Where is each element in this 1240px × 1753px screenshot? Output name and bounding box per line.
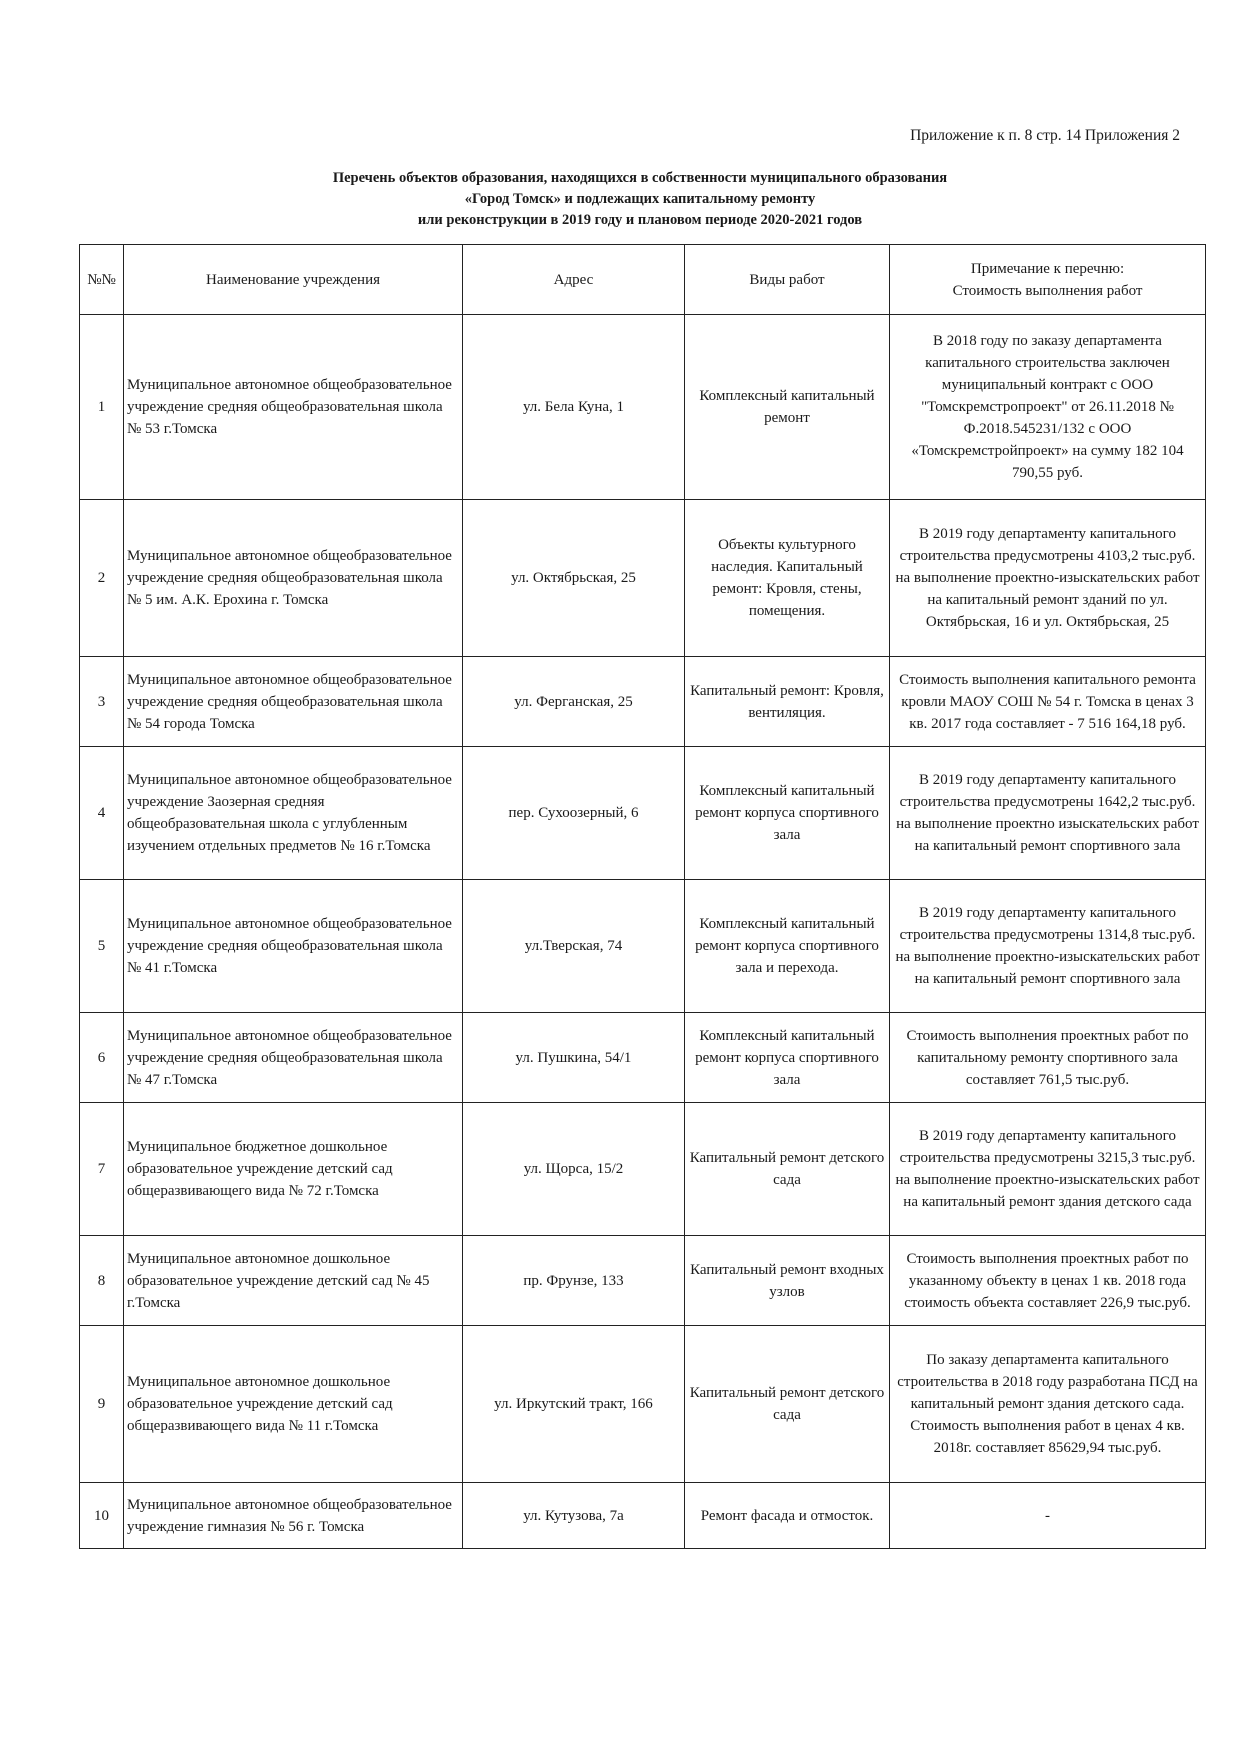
row-address: ул. Ферганская, 25 xyxy=(463,657,685,747)
row-num: 4 xyxy=(80,747,124,880)
document-title xyxy=(80,168,1200,231)
table-header-row xyxy=(80,245,1206,315)
row-address: ул.Тверская, 74 xyxy=(463,880,685,1013)
row-name: Муниципальное автономное общеобразовательное учреждение Заозерная средняя общеобразовательная школа с углубленным изучением отдельных предметов № 16 г.Томска xyxy=(124,747,463,880)
objects-table xyxy=(79,244,1206,1549)
table-row xyxy=(80,657,1206,747)
header-note-line-1: Примечание к перечню: xyxy=(970,260,1125,277)
header-address: Адрес xyxy=(463,245,685,315)
appendix-note: Приложение к п. 8 стр. 14 Приложения 2 xyxy=(910,127,1180,144)
row-note: - xyxy=(890,1483,1206,1549)
row-num: 5 xyxy=(80,880,124,1013)
row-work: Капитальный ремонт детского сада xyxy=(685,1103,890,1236)
row-work: Комплексный капитальный ремонт xyxy=(685,315,890,500)
row-name: Муниципальное автономное общеобразовательное учреждение средняя общеобразовательная школа № 41 г.Томска xyxy=(124,880,463,1013)
row-work: Ремонт фасада и отмосток. xyxy=(685,1483,890,1549)
table-row xyxy=(80,1236,1206,1326)
row-work: Капитальный ремонт детского сада xyxy=(685,1326,890,1483)
row-name: Муниципальное автономное общеобразовательное учреждение средняя общеобразовательная школа № 54 города Томска xyxy=(124,657,463,747)
row-address: ул. Щорса, 15/2 xyxy=(463,1103,685,1236)
row-note: Стоимость выполнения проектных работ по капитальному ремонту спортивного зала составляет 761,5 тыс.руб. xyxy=(890,1013,1206,1103)
row-note: По заказу департамента капитального строительства в 2018 году разработана ПСД на капитальный ремонт здания детского сада. Стоимость выполнения работ в ценах 4 кв. 2018г. составляет 85629,94 тыс.руб. xyxy=(890,1326,1206,1483)
header-name: Наименование учреждения xyxy=(124,245,463,315)
row-work: Капитальный ремонт входных узлов xyxy=(685,1236,890,1326)
row-work: Комплексный капитальный ремонт корпуса спортивного зала xyxy=(685,747,890,880)
row-name: Муниципальное автономное дошкольное образовательное учреждение детский сад № 45 г.Томска xyxy=(124,1236,463,1326)
row-name: Муниципальное бюджетное дошкольное образовательное учреждение детский сад общеразвивающего вида № 72 г.Томска xyxy=(124,1103,463,1236)
row-name: Муниципальное автономное общеобразовательное учреждение средняя общеобразовательная школа № 47 г.Томска xyxy=(124,1013,463,1103)
title-line-1: Перечень объектов образования, находящихся в собственности муниципального образования xyxy=(332,170,948,186)
row-address: ул. Иркутский тракт, 166 xyxy=(463,1326,685,1483)
header-num: №№ xyxy=(80,245,124,315)
row-work: Объекты культурного наследия. Капитальный ремонт: Кровля, стены, помещения. xyxy=(685,500,890,657)
row-address: ул. Кутузова, 7а xyxy=(463,1483,685,1549)
row-work: Комплексный капитальный ремонт корпуса спортивного зала xyxy=(685,1013,890,1103)
row-num: 10 xyxy=(80,1483,124,1549)
row-work: Комплексный капитальный ремонт корпуса спортивного зала и перехода. xyxy=(685,880,890,1013)
row-note: Стоимость выполнения капитального ремонта кровли МАОУ СОШ № 54 г. Томска в ценах 3 кв. 2017 года составляет - 7 516 164,18 руб. xyxy=(890,657,1206,747)
title-line-2: «Город Томск» и подлежащих капитальному ремонту xyxy=(464,191,816,207)
row-num: 1 xyxy=(80,315,124,500)
table-row xyxy=(80,315,1206,500)
row-address: пер. Сухоозерный, 6 xyxy=(463,747,685,880)
row-note: В 2019 году департаменту капитального строительства предусмотрены 1314,8 тыс.руб. на выполнение проектно-изыскательских работ на капитальный ремонт спортивного зала xyxy=(890,880,1206,1013)
row-name: Муниципальное автономное дошкольное образовательное учреждение детский сад общеразвивающего вида № 11 г.Томска xyxy=(124,1326,463,1483)
table-row xyxy=(80,1103,1206,1236)
row-note: В 2019 году департаменту капитального строительства предусмотрены 4103,2 тыс.руб. на выполнение проектно-изыскательских работ на капитальный ремонт зданий по ул. Октябрьская, 16 и ул. Октябрьская, 25 xyxy=(890,500,1206,657)
row-address: ул. Пушкина, 54/1 xyxy=(463,1013,685,1103)
row-address: пр. Фрунзе, 133 xyxy=(463,1236,685,1326)
row-num: 7 xyxy=(80,1103,124,1236)
table-row xyxy=(80,500,1206,657)
row-note: В 2018 году по заказу департамента капитального строительства заключен муниципальный контракт с ООО "Томскремстропроект" от 26.11.2018 № Ф.2018.545231/132 с ООО «Томскремстройпроект» на сумму 182 104 790,55 руб. xyxy=(890,315,1206,500)
row-num: 6 xyxy=(80,1013,124,1103)
table-row xyxy=(80,880,1206,1013)
table-row xyxy=(80,1483,1206,1549)
row-note: В 2019 году департаменту капитального строительства предусмотрены 3215,3 тыс.руб. на выполнение проектно-изыскательских работ на капитальный ремонт здания детского сада xyxy=(890,1103,1206,1236)
row-name: Муниципальное автономное общеобразовательное учреждение средняя общеобразовательная школа № 53 г.Томска xyxy=(124,315,463,500)
row-address: ул. Бела Куна, 1 xyxy=(463,315,685,500)
row-num: 3 xyxy=(80,657,124,747)
row-num: 8 xyxy=(80,1236,124,1326)
row-num: 9 xyxy=(80,1326,124,1483)
row-num: 2 xyxy=(80,500,124,657)
header-note-line-2: Стоимость выполнения работ xyxy=(952,282,1143,299)
table-row xyxy=(80,1013,1206,1103)
row-address: ул. Октябрьская, 25 xyxy=(463,500,685,657)
header-work: Виды работ xyxy=(685,245,890,315)
row-name: Муниципальное автономное общеобразовательное учреждение средняя общеобразовательная школа № 5 им. А.К. Ерохина г. Томска xyxy=(124,500,463,657)
row-note: Стоимость выполнения проектных работ по указанному объекту в ценах 1 кв. 2018 года стоимость объекта составляет 226,9 тыс.руб. xyxy=(890,1236,1206,1326)
row-note: В 2019 году департаменту капитального строительства предусмотрены 1642,2 тыс.руб. на выполнение проектно изыскательских работ на капитальный ремонт спортивного зала xyxy=(890,747,1206,880)
row-name: Муниципальное автономное общеобразовательное учреждение гимназия № 56 г. Томска xyxy=(124,1483,463,1549)
header-note xyxy=(890,245,1206,315)
row-work: Капитальный ремонт: Кровля, вентиляция. xyxy=(685,657,890,747)
table-row xyxy=(80,1326,1206,1483)
title-line-3: или реконструкции в 2019 году и плановом периоде 2020-2021 годов xyxy=(417,212,863,228)
table-row xyxy=(80,747,1206,880)
